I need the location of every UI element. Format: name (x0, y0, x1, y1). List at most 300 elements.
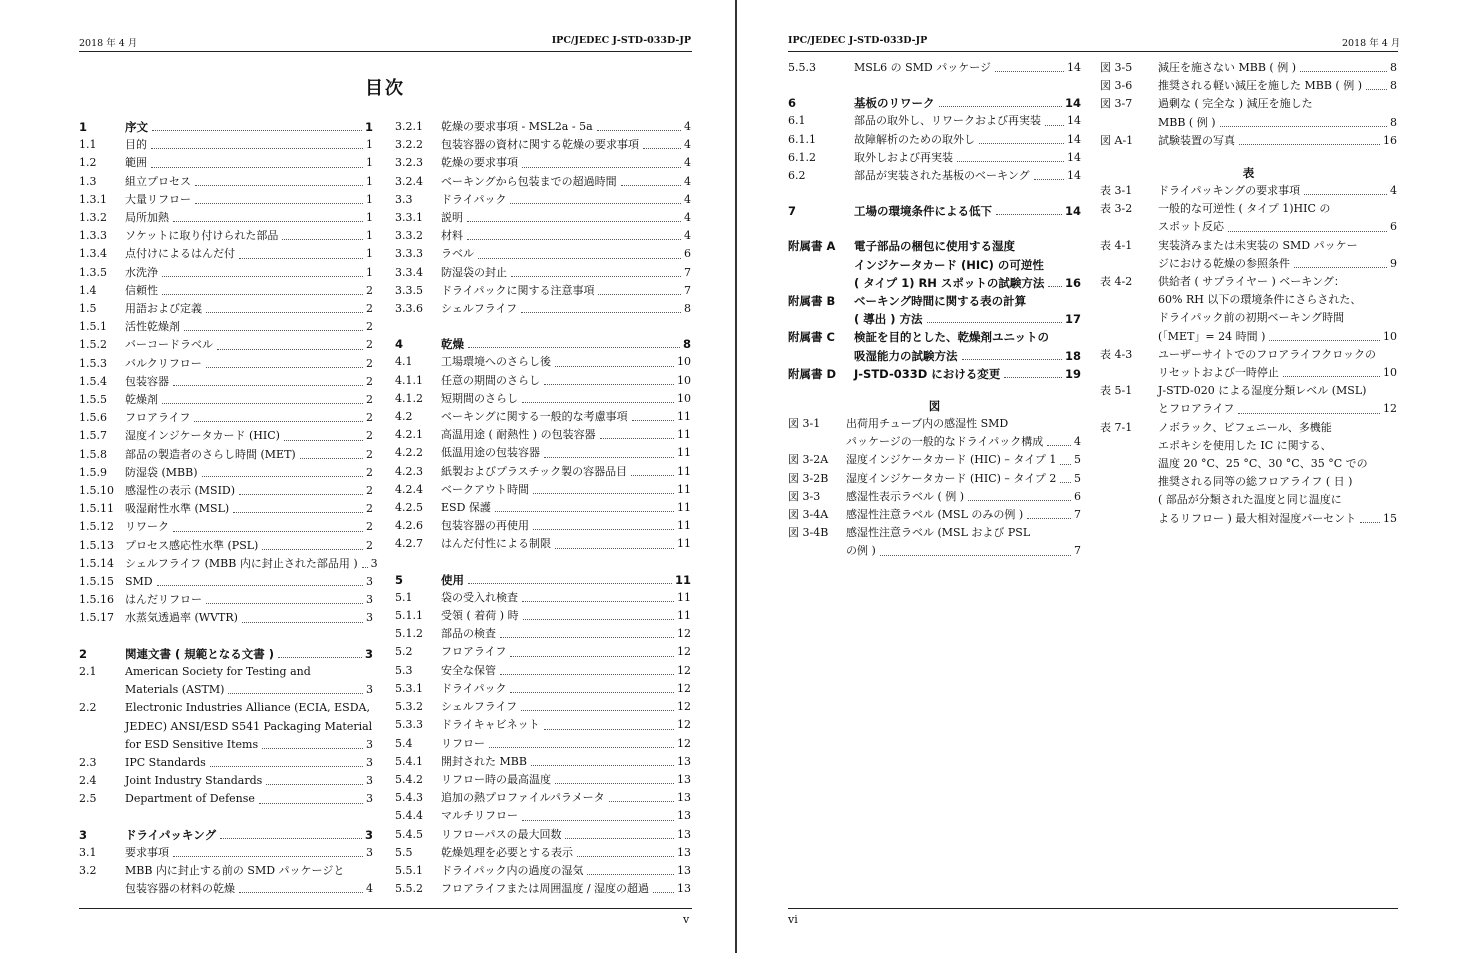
toc-entry-number: 1.5.17 (79, 611, 114, 625)
toc-entry-number: 附属書 C (788, 330, 835, 345)
toc-entry[interactable] (395, 589, 691, 607)
toc-entry[interactable] (79, 699, 373, 717)
toc-entry-page: 3 (366, 593, 373, 607)
toc-entry-number: 3.2.1 (395, 120, 423, 133)
toc-entry-title: 受領 ( 着荷 ) 時 (441, 609, 519, 623)
toc-entry-number: 1.4 (79, 283, 97, 297)
toc-entry-page: 2 (366, 302, 373, 316)
toc-entry[interactable] (79, 336, 373, 354)
toc-entry[interactable] (1100, 346, 1397, 364)
toc-entry[interactable] (1100, 273, 1397, 291)
header-rule (79, 51, 692, 52)
toc-entry-number: 1.5.1 (79, 320, 107, 334)
toc-entry-title: よるリフロー ) 最大相対湿度パーセント (1158, 511, 1357, 525)
toc-entry[interactable] (79, 136, 373, 154)
toc-entry-number: 1.5.14 (79, 556, 114, 570)
dot-leader (555, 548, 674, 549)
toc-entry-number: 1.5.12 (79, 520, 114, 534)
toc-entry[interactable] (1100, 364, 1397, 382)
toc-entry-page: 4 (684, 229, 691, 243)
toc-entry-number: 5.3.2 (395, 700, 423, 714)
toc-entry[interactable] (395, 154, 691, 172)
toc-entry[interactable] (395, 227, 691, 245)
toc-entry[interactable] (395, 789, 691, 807)
toc-entry-title: 水蒸気透過率 (WVTR) (125, 611, 238, 625)
toc-entry[interactable] (1100, 419, 1397, 437)
toc-entry[interactable] (79, 880, 373, 898)
toc-entry[interactable] (79, 500, 373, 518)
dot-leader (1048, 286, 1062, 287)
toc-entry-title: 感湿性注意ラベル (MSL のみの例 ) (846, 508, 1024, 522)
toc-entry-title: リフロー (441, 736, 485, 750)
toc-entry-title: 故障解析のための取外し (854, 132, 975, 146)
toc-entry[interactable] (395, 426, 691, 444)
dot-leader (259, 803, 363, 804)
dot-leader (489, 747, 674, 748)
toc-entry[interactable] (395, 444, 691, 462)
toc-entry-number: 1.5.9 (79, 465, 107, 479)
toc-entry-number: 4.2.2 (395, 446, 423, 460)
toc-entry-page: 4 (1390, 184, 1397, 198)
toc-entry[interactable] (395, 716, 691, 734)
toc-entry[interactable] (395, 753, 691, 771)
toc-entry-page: 17 (1064, 312, 1081, 327)
toc-entry-number: 5.5 (395, 845, 413, 859)
toc-entry-number: 図 3-6 (1100, 79, 1133, 93)
toc-entry-title: 推奨される軽い減圧を施した MBB ( 例 ) (1158, 79, 1362, 93)
toc-entry-page: 7 (1074, 544, 1081, 558)
dot-leader (467, 221, 681, 222)
toc-entry-number: 5.4.3 (395, 791, 423, 805)
toc-entry-title: 低温用途の包装容器 (441, 446, 540, 460)
toc-entry-number: 2.5 (79, 792, 97, 806)
dot-leader (521, 312, 681, 313)
toc-entry[interactable] (788, 149, 1081, 167)
dot-leader (195, 185, 363, 186)
toc-entry-title: 基板のリワーク (854, 96, 935, 111)
toc-entry-number: 5.1 (395, 590, 413, 604)
toc-entry-title: 包装容器の資材に関する乾燥の要求事項 (441, 138, 639, 152)
toc-entry[interactable] (395, 118, 691, 136)
toc-entry-title: ドライパック (441, 681, 507, 695)
toc-entry[interactable] (395, 680, 691, 698)
toc-entry-page: 3 (366, 774, 373, 788)
dot-leader (979, 143, 1064, 144)
toc-entry-number: 1.1 (79, 138, 97, 152)
dot-leader (151, 167, 363, 168)
toc-entry[interactable] (788, 470, 1081, 488)
dot-leader (173, 531, 363, 532)
dot-leader (587, 874, 674, 875)
toc-entry[interactable] (79, 355, 373, 373)
toc-entry[interactable] (79, 373, 373, 391)
toc-entry-page: 2 (366, 411, 373, 425)
dot-leader (210, 766, 363, 767)
toc-entry[interactable] (79, 264, 373, 282)
toc-entry[interactable] (79, 409, 373, 427)
toc-entry-number: 4.2.4 (395, 482, 423, 496)
toc-entry-number: 3 (79, 827, 88, 842)
toc-entry[interactable] (788, 506, 1081, 524)
toc-entry[interactable] (79, 173, 373, 191)
toc-entry[interactable] (395, 209, 691, 227)
toc-entry[interactable] (395, 826, 691, 844)
toc-entry[interactable] (79, 844, 373, 862)
toc-entry-page: 3 (364, 646, 373, 661)
toc-entry-page: 1 (366, 192, 373, 206)
toc-entry-page: 12 (677, 663, 691, 677)
toc-entry-number: 4 (395, 337, 404, 352)
toc-entry-number: 3.2.4 (395, 174, 423, 188)
toc-entry[interactable] (1100, 132, 1397, 150)
dot-leader (195, 203, 363, 204)
toc-entry[interactable] (79, 191, 373, 209)
toc-entry[interactable] (1100, 59, 1397, 77)
toc-entry-number: 附属書 A (788, 239, 836, 254)
toc-entry-number: 5.3 (395, 663, 413, 677)
toc-entry[interactable] (395, 844, 691, 862)
dot-leader (522, 167, 681, 168)
toc-entry-page: 1 (366, 156, 373, 170)
dot-leader (521, 710, 674, 711)
toc-entry[interactable] (395, 571, 691, 589)
toc-entry-page: 10 (1383, 329, 1397, 343)
dot-leader (533, 529, 674, 530)
toc-entry-title: フロアライフ (125, 411, 191, 425)
toc-entry[interactable] (1100, 218, 1397, 236)
toc-entry-number: 2.2 (79, 701, 97, 715)
toc-entry[interactable] (788, 59, 1081, 77)
toc-entry-page: 3 (364, 827, 373, 842)
toc-entry[interactable] (79, 736, 373, 754)
toc-entry[interactable] (788, 131, 1081, 149)
toc-entry[interactable] (79, 427, 373, 445)
dot-leader (162, 294, 363, 295)
dot-leader (202, 476, 363, 477)
toc-entry[interactable] (79, 482, 373, 500)
toc-entry-title: 包装容器の材料の乾燥 (125, 882, 235, 896)
toc-entry[interactable] (1100, 95, 1397, 113)
toc-entry-number: 図 3-4B (788, 526, 829, 540)
dot-leader (510, 203, 681, 204)
toc-entry[interactable] (395, 880, 691, 898)
toc-entry[interactable] (788, 488, 1081, 506)
toc-entry-title: 部品の検査 (441, 627, 496, 641)
toc-entry-title: ソケットに取り付けられた部品 (125, 229, 279, 243)
toc-entry[interactable] (395, 607, 691, 625)
toc-entry[interactable] (788, 237, 1081, 255)
toc-entry-title: 吸湿耐性水準 (MSL) (125, 502, 230, 516)
toc-entry-title: American Society for Testing and (125, 664, 311, 678)
toc-entry-number: 1 (79, 120, 88, 134)
toc-entry-title: ベークアウト時間 (441, 482, 529, 496)
toc-entry[interactable] (788, 365, 1081, 383)
toc-entry[interactable] (788, 292, 1081, 310)
toc-entry-title: エポキシを使用した IC に関する、 (1158, 438, 1332, 452)
toc-entry[interactable] (395, 535, 691, 553)
toc-entry[interactable] (1100, 382, 1397, 400)
toc-entry[interactable] (395, 372, 691, 390)
toc-entry[interactable] (788, 310, 1081, 328)
toc-entry[interactable] (79, 591, 373, 609)
toc-entry-page: 12 (677, 627, 691, 641)
toc-entry-number: 5.2 (395, 645, 413, 659)
toc-entry-page: 1 (366, 211, 373, 225)
header-document-id: IPC/JEDEC J-STD-033D-JP (788, 35, 928, 46)
toc-entry[interactable] (1100, 473, 1397, 491)
toc-entry[interactable] (788, 542, 1081, 560)
toc-entry-page: 2 (366, 374, 373, 388)
toc-entry-number: 図 3-3 (788, 489, 821, 503)
toc-entry[interactable] (1100, 400, 1397, 418)
toc-entry[interactable] (79, 754, 373, 772)
toc-entry-number: 表 4-1 (1100, 238, 1133, 252)
dot-leader (1294, 267, 1387, 268)
toc-entry-title: ラベル (441, 247, 474, 261)
toc-entry[interactable] (395, 625, 691, 643)
toc-entry[interactable] (1100, 114, 1397, 132)
toc-entry[interactable] (395, 643, 691, 661)
toc-column-3 (788, 59, 1081, 561)
toc-entry[interactable] (788, 256, 1081, 274)
toc-entry-number: 1.5.8 (79, 447, 107, 461)
toc-entry[interactable] (79, 446, 373, 464)
toc-entry[interactable] (395, 463, 691, 481)
toc-entry-title: 材料 (441, 229, 463, 243)
toc-entry[interactable] (79, 718, 373, 736)
dot-leader (300, 458, 363, 459)
toc-entry[interactable] (395, 390, 691, 408)
toc-entry-page: 4 (684, 192, 691, 206)
toc-entry-title: 部品の製造者のさらし時間 (MET) (125, 447, 296, 461)
toc-entry-page: 12 (677, 645, 691, 659)
toc-entry-page: 11 (677, 519, 691, 533)
toc-entry[interactable] (79, 555, 378, 573)
toc-entry-number: 4.2.7 (395, 537, 423, 551)
toc-entry-number: 1.5.13 (79, 538, 114, 552)
toc-entry[interactable] (79, 862, 373, 880)
toc-entry-page: 7 (684, 265, 691, 279)
toc-entry[interactable] (788, 328, 1081, 346)
toc-entry[interactable] (1100, 455, 1397, 473)
dot-leader (468, 347, 680, 348)
dot-leader (522, 402, 674, 403)
toc-entry-title: リフローパスの最大回数 (441, 827, 562, 841)
toc-entry[interactable] (395, 807, 691, 825)
toc-entry-page: 14 (1064, 96, 1081, 111)
dot-leader (282, 239, 363, 240)
list-of-figures (788, 415, 1081, 561)
toc-entry[interactable] (79, 318, 373, 336)
toc-entry[interactable] (1100, 328, 1397, 346)
toc-entry-number: 5.3.1 (395, 681, 423, 695)
toc-entry-number: 図 3-1 (788, 417, 821, 431)
toc-entry-page: 2 (366, 338, 373, 352)
toc-entry-title: 組立プロセス (125, 174, 191, 188)
toc-entry[interactable] (1100, 77, 1397, 95)
toc-entry[interactable] (395, 862, 691, 880)
toc-entry[interactable] (1100, 200, 1397, 218)
toc-entry[interactable] (1100, 237, 1397, 255)
toc-entry[interactable] (79, 790, 373, 808)
dot-leader (162, 276, 363, 277)
toc-entry-title: 水洗浄 (125, 265, 158, 279)
toc-entry-number: 4.2.5 (395, 501, 423, 515)
dot-leader (284, 440, 363, 441)
toc-entry[interactable] (395, 499, 691, 517)
toc-entry[interactable] (788, 433, 1081, 451)
toc-entry-title: 供給者 ( サプライヤー ) ベーキング： (1158, 275, 1345, 289)
toc-entry[interactable] (395, 245, 691, 263)
toc-entry[interactable] (395, 698, 691, 716)
toc-entry[interactable] (1100, 437, 1397, 455)
toc-entry-page: 4 (1074, 435, 1081, 449)
toc-entry[interactable] (1100, 491, 1397, 509)
toc-entry[interactable] (395, 300, 691, 318)
toc-entry-title: 用語および定義 (125, 302, 202, 316)
dot-leader (511, 276, 681, 277)
header-date: 2018 年 4 月 (1342, 38, 1401, 49)
toc-entry-title: 安全な保管 (441, 663, 496, 677)
dot-leader (151, 148, 363, 149)
toc-entry[interactable] (395, 517, 691, 535)
toc-entry-title: ( 部品が分類された温度と同じ温度に (1158, 493, 1342, 507)
toc-entry[interactable] (79, 154, 373, 172)
dot-leader (968, 500, 1071, 501)
toc-entry[interactable] (395, 408, 691, 426)
toc-entry[interactable] (79, 227, 373, 245)
toc-entry-page: 1 (366, 174, 373, 188)
toc-entry[interactable] (788, 415, 1081, 433)
dot-leader (555, 783, 674, 784)
toc-entry-title: ドライパック前の初期ベーキング時間 (1158, 311, 1345, 325)
toc-entry-title: Joint Industry Standards (125, 774, 263, 788)
toc-entry[interactable] (79, 518, 373, 536)
toc-entry[interactable] (79, 464, 373, 482)
toc-entry-title: 60% RH 以下の環境条件にさらされた、 (1158, 293, 1362, 307)
toc-entry[interactable] (395, 136, 691, 154)
toc-entry-title: 温度 20 °C、25 °C、30 °C、35 °C での (1158, 457, 1368, 471)
toc-entry-page: 12 (1383, 402, 1397, 416)
dot-leader (239, 494, 363, 495)
dot-leader (1047, 445, 1071, 446)
toc-entry[interactable] (788, 347, 1081, 365)
toc-entry[interactable] (79, 681, 373, 699)
toc-entry-page: 4 (366, 882, 373, 896)
toc-entry[interactable] (1100, 291, 1397, 309)
toc-entry-page: 8 (1390, 79, 1397, 93)
toc-entry-title: 湿度インジケータカード (HIC) – タイプ 1 (846, 453, 1057, 467)
toc-entry[interactable] (395, 282, 691, 300)
toc-entry-title: ( 導出 ) 方法 (854, 312, 923, 327)
dot-leader (1238, 413, 1380, 414)
toc-entry[interactable] (395, 335, 691, 353)
toc-entry-page: 4 (684, 211, 691, 225)
dot-leader (500, 674, 674, 675)
toc-entry-page: 8 (1390, 115, 1397, 129)
toc-entry[interactable] (79, 772, 373, 790)
toc-entry-page: 10 (677, 355, 691, 369)
toc-entry[interactable] (79, 118, 373, 136)
toc-entry[interactable] (79, 826, 373, 844)
toc-entry-title: 局所加熱 (125, 211, 169, 225)
toc-entry[interactable] (1100, 255, 1397, 273)
toc-entry-title: 信頼性 (125, 283, 158, 297)
toc-entry[interactable] (79, 209, 373, 227)
toc-entry[interactable] (395, 173, 691, 191)
toc-entry[interactable] (1100, 510, 1397, 528)
toc-entry-number: 3.3.2 (395, 229, 423, 243)
toc-entry[interactable] (79, 609, 373, 627)
toc-entry-number: 3.2 (79, 863, 97, 877)
toc-entry[interactable] (395, 481, 691, 499)
toc-entry-title: シェルフライフ (441, 302, 518, 316)
dot-leader (1228, 231, 1387, 232)
toc-entry-number: 3.3.1 (395, 211, 423, 225)
toc-entry[interactable] (1100, 309, 1397, 327)
toc-entry[interactable] (395, 735, 691, 753)
toc-entry-page: 3 (366, 737, 373, 751)
toc-entry[interactable] (79, 663, 373, 681)
dot-leader (1300, 71, 1387, 72)
toc-entry[interactable] (788, 167, 1081, 185)
toc-entry[interactable] (79, 300, 373, 318)
toc-entry[interactable] (395, 662, 691, 680)
page-number: v (683, 913, 690, 926)
toc-entry-number: 1.5.5 (79, 393, 107, 407)
toc-entry-title: 使用 (441, 572, 464, 587)
toc-entry-number: 表 4-2 (1100, 275, 1133, 289)
toc-entry[interactable] (395, 191, 691, 209)
dot-leader (1304, 194, 1387, 195)
toc-entry-title: MSL6 の SMD パッケージ (854, 61, 991, 74)
toc-entry-title: 乾燥処理を必要とする表示 (441, 845, 573, 859)
toc-entry-page: 12 (677, 681, 691, 695)
footer-rule (788, 908, 1398, 909)
toc-entry[interactable] (1100, 182, 1397, 200)
toc-entry-title: MBB 内に封止する前の SMD パッケージと (125, 863, 345, 877)
toc-entry[interactable] (79, 537, 373, 555)
toc-entry[interactable] (788, 202, 1081, 220)
toc-entry-number: 3.3.4 (395, 265, 423, 279)
toc-entry[interactable] (395, 771, 691, 789)
toc-entry[interactable] (79, 245, 373, 263)
toc-entry-page: 5 (1074, 471, 1081, 485)
toc-entry[interactable] (788, 112, 1081, 130)
toc-entry[interactable] (788, 524, 1081, 542)
toc-entry-title: 任意の期間のさらし (441, 373, 540, 387)
toc-entry-number: 4.1.1 (395, 373, 423, 387)
toc-entry-title: 追加の熱プロファイルパラメータ (441, 791, 605, 805)
toc-entry[interactable] (79, 391, 373, 409)
toc-entry-number: 1.5.4 (79, 374, 107, 388)
toc-entry[interactable] (79, 573, 373, 591)
toc-entry[interactable] (79, 282, 373, 300)
dot-leader (468, 583, 672, 584)
toc-entry-title: 説明 (441, 211, 463, 225)
toc-entry[interactable] (788, 274, 1081, 292)
toc-entry-number: 6.1.2 (788, 150, 816, 164)
toc-entry[interactable] (395, 264, 691, 282)
toc-entry[interactable] (79, 645, 373, 663)
toc-entry-number: 1.5.11 (79, 502, 114, 516)
toc-entry[interactable] (788, 94, 1081, 112)
toc-entry[interactable] (395, 353, 691, 371)
toc-entry-number: 2 (79, 646, 88, 661)
toc-entry-title: J-STD-020 による湿度分類レベル (MSL) (1158, 384, 1367, 398)
dot-leader (239, 892, 363, 893)
toc-entry[interactable] (788, 451, 1081, 469)
